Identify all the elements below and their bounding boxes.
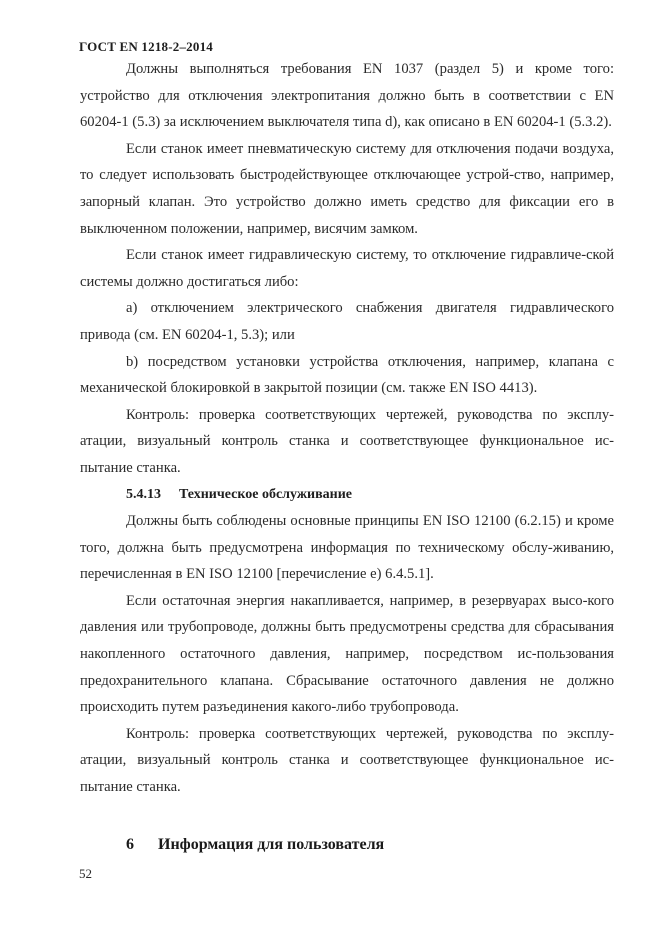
chapter-heading	[126, 836, 384, 854]
paragraph: Контроль: проверка соответствующих чертежей, руководства по эксплу-атации, визуальный контроль станка и соответствующее функциональное ис-пытание станка.	[80, 725, 614, 796]
list-item-a: а) отключением электрического снабжения двигателя гидравлического привода (см. EN 60204-1, 5.3); или	[80, 300, 614, 343]
paragraph: Должны быть соблюдены основные принципы EN ISO 12100 (6.2.15) и кроме того, должна быть предусмотрена информация по техническому обслу-живанию, перечисленная в EN ISO 12100 [перечисление е) 6.4.5.1].	[80, 513, 614, 583]
chapter-title: Информация для пользователя	[158, 836, 385, 853]
list-item-b: b) посредством установки устройства отключения, например, клапана с механической блокировкой в закрытой позиции (см. также EN ISO 4413).	[80, 353, 614, 397]
section-number: 5.4.13	[126, 486, 161, 502]
section-title: Техническое обслуживание	[179, 486, 352, 502]
paragraph: Если остаточная энергия накапливается, например, в резервуарах высо-кого давления или трубопроводе, должны быть предусмотрены средства для сбрасывания накопленного остаточного давления, например, посредством ис-пользования предохранительного клапана. Сбрасывание остаточного давления не должно происходить путем разъединения какого-либо трубопровода.	[80, 592, 614, 716]
paragraph: Должны выполняться требования EN 1037 (раздел 5) и кроме того: устройство для отключения электропитания должно быть в соответствии с EN 60204-1 (5.3) за исключением выключателя типа d), как описано в EN 60204-1 (5.3.2).	[80, 61, 614, 131]
document-header: ГОСТ EN 1218-2–2014	[79, 39, 213, 54]
paragraph: Контроль: проверка соответствующих чертежей, руководства по эксплу-атации, визуальный контроль станка и соответствующее функциональное ис-пытание станка.	[80, 406, 614, 476]
chapter-number: 6	[126, 836, 134, 853]
paragraph: Если станок имеет гидравлическую систему, то отключение гидравличе-ской системы должно достигаться либо:	[80, 247, 614, 290]
section-heading	[80, 482, 614, 509]
page-number: 52	[79, 866, 92, 881]
paragraph: Если станок имеет пневматическую систему для отключения подачи воздуха, то следует использовать быстродействующее отключающее устрой-ство, например, запорный клапан. Это устройство должно иметь средство для фиксации его в выключенном положении, например, висячим замком.	[80, 140, 614, 237]
document-body	[80, 56, 614, 801]
